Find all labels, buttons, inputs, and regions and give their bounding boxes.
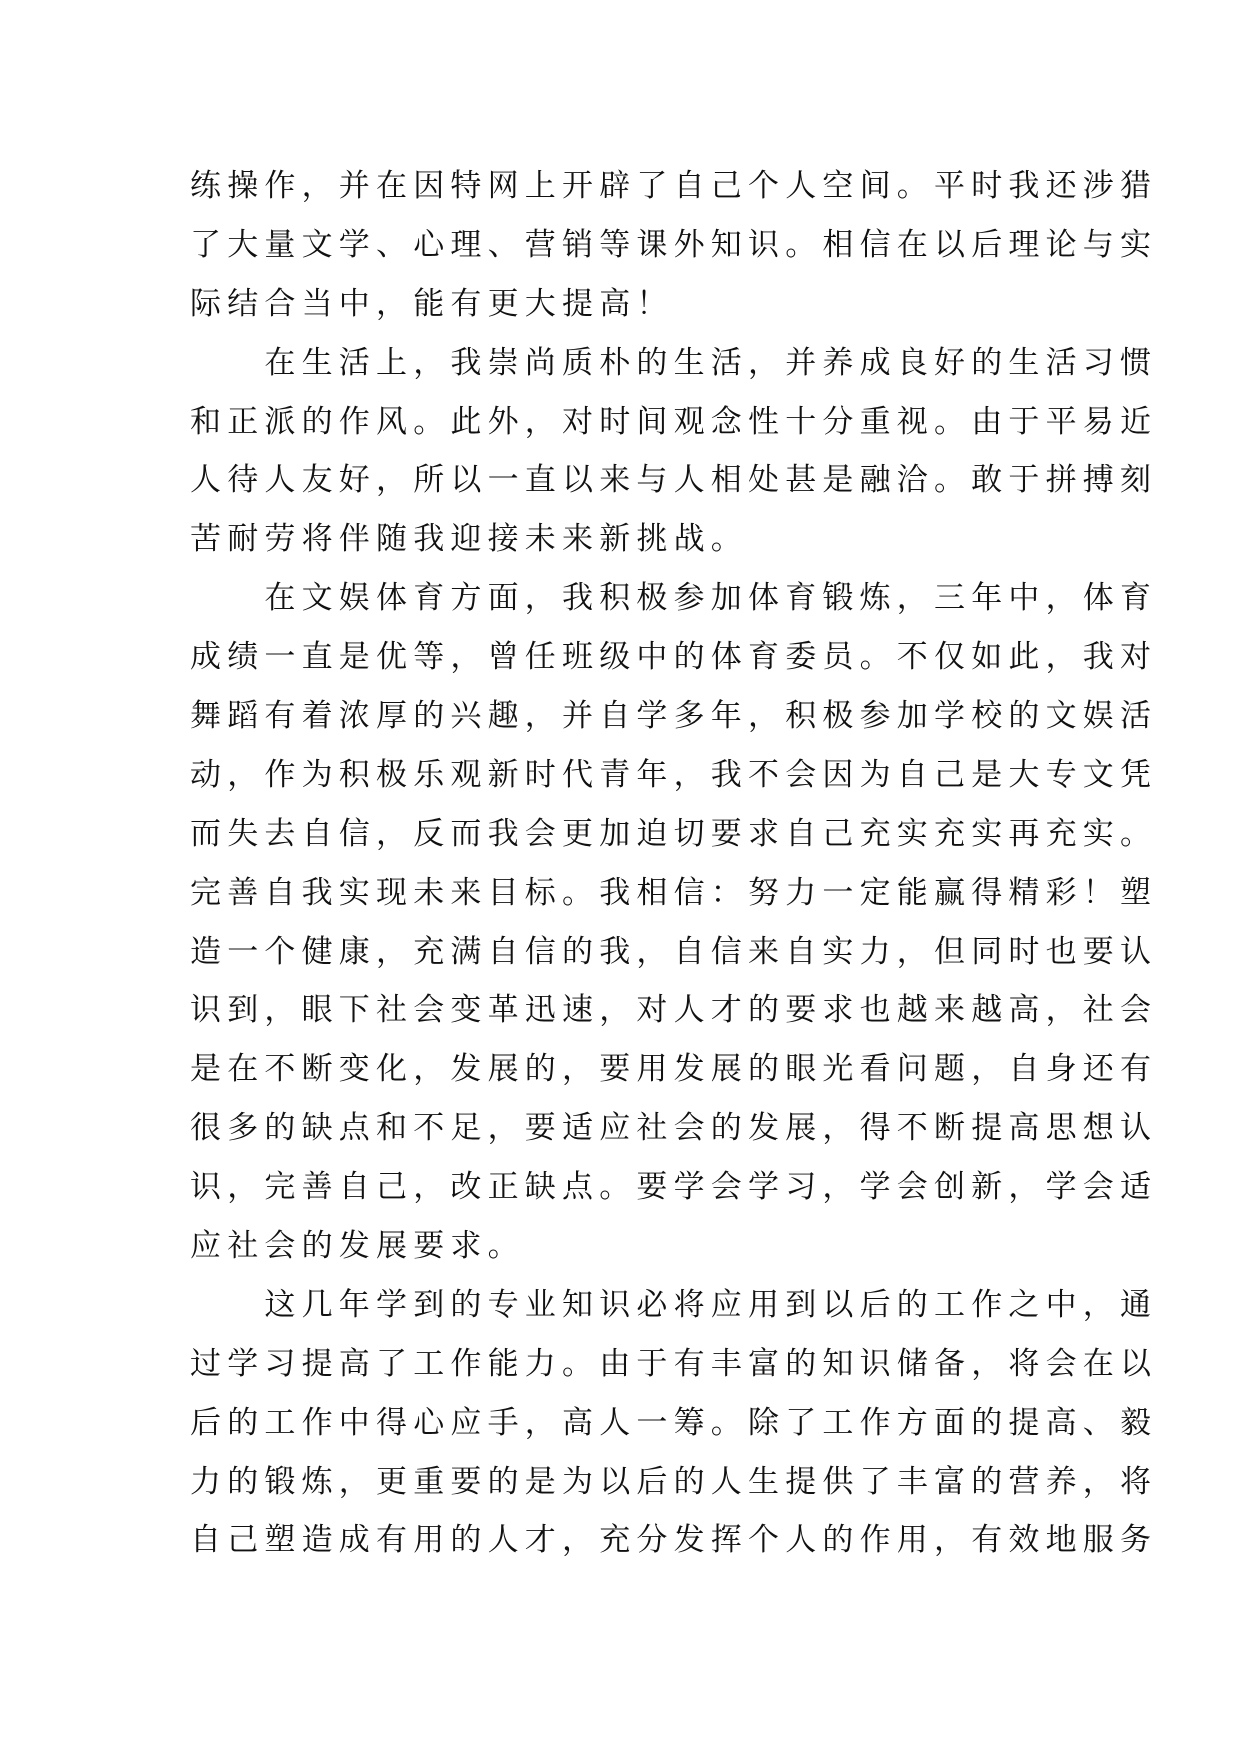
text-line: 舞蹈有着浓厚的兴趣，并自学多年，积极参加学校的文娱活	[190, 698, 1158, 735]
text-line: 际结合当中，能有更大提高！	[190, 285, 674, 322]
text-line: 练操作，并在因特网上开辟了自己个人空间。平时我还涉猎	[190, 168, 1158, 204]
text-line: 过学习提高了工作能力。由于有丰富的知识储备，将会在以	[190, 1345, 1158, 1382]
document-body	[190, 157, 1158, 1570]
text-line: 后的工作中得心应手，高人一筹。除了工作方面的提高、毅	[190, 1404, 1158, 1441]
text-line: 在生活上，我崇尚质朴的生活，并养成良好的生活习惯	[190, 344, 1158, 381]
text-line: 是在不断变化，发展的，要用发展的眼光看问题，自身还有	[190, 1051, 1158, 1088]
text-line: 苦耐劳将伴随我迎接未来新挑战。	[190, 521, 748, 558]
text-line: 应社会的发展要求。	[190, 1228, 525, 1265]
text-line: 自己塑造成有用的人才，充分发挥个人的作用，有效地服务	[190, 1522, 1158, 1559]
text-line: 成绩一直是优等，曾任班级中的体育委员。不仅如此，我对	[190, 639, 1158, 676]
text-line: 人待人友好，所以一直以来与人相处甚是融洽。敢于拼搏刻	[190, 462, 1158, 499]
text-line: 和正派的作风。此外，对时间观念性十分重视。由于平易近	[190, 403, 1158, 440]
text-line: 造一个健康，充满自信的我，自信来自实力，但同时也要认	[190, 933, 1158, 970]
text-line: 识，完善自己，改正缺点。要学会学习，学会创新，学会适	[190, 1169, 1158, 1206]
text-line: 了大量文学、心理、营销等课外知识。相信在以后理论与实	[190, 226, 1158, 263]
text-line: 力的锻炼，更重要的是为以后的人生提供了丰富的营养，将	[190, 1463, 1158, 1500]
text-line: 而失去自信，反而我会更加迫切要求自己充实充实再充实。	[190, 815, 1158, 852]
text-line: 识到，眼下社会变革迅速，对人才的要求也越来越高，社会	[190, 992, 1158, 1029]
text-line: 动，作为积极乐观新时代青年，我不会因为自己是大专文凭	[190, 756, 1158, 793]
text-line: 完善自我实现未来目标。我相信：努力一定能赢得精彩！塑	[190, 874, 1158, 911]
text-line: 在文娱体育方面，我积极参加体育锻炼，三年中，体育	[190, 580, 1158, 617]
text-line: 这几年学到的专业知识必将应用到以后的工作之中，通	[190, 1286, 1158, 1323]
text-line: 很多的缺点和不足，要适应社会的发展，得不断提高思想认	[190, 1110, 1158, 1147]
